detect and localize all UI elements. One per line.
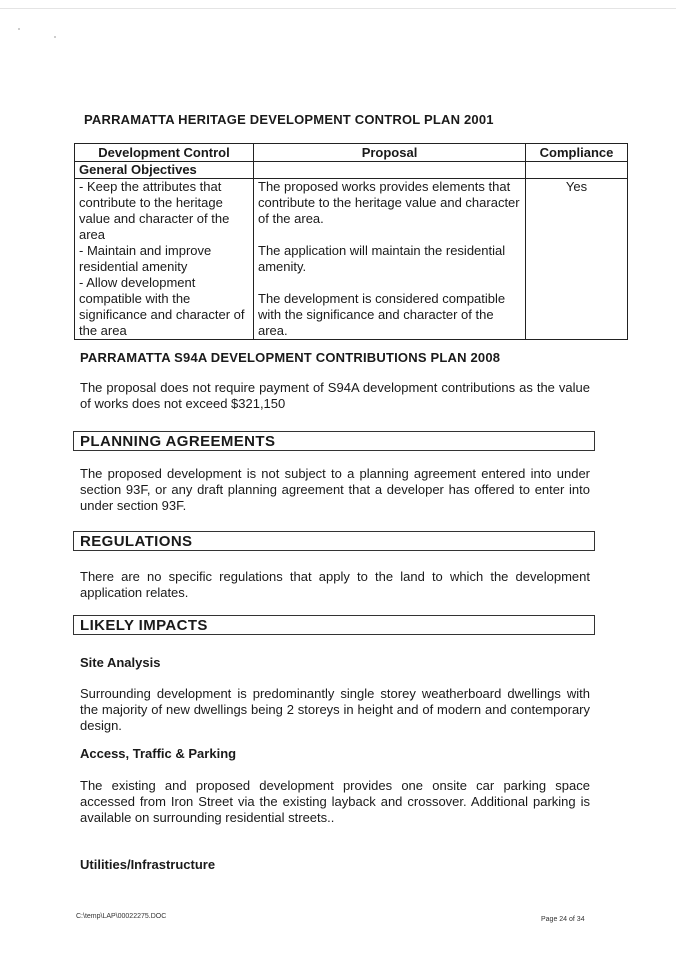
footer-page-number: Page 24 of 34 (541, 916, 585, 923)
section-title: PLANNING AGREEMENTS (80, 433, 276, 450)
control-item: - Maintain and improve residential amenity (79, 243, 212, 274)
compliance-cell: Yes (526, 179, 628, 340)
scan-speck (54, 36, 56, 38)
table-row (75, 179, 628, 340)
site-analysis-heading: Site Analysis (80, 655, 161, 670)
access-heading: Access, Traffic & Parking (80, 746, 237, 761)
control-item: - Allow development compatible with the significance and character of the area (79, 275, 245, 338)
section-regulations (73, 531, 595, 551)
scan-speck (18, 28, 20, 30)
empty-cell (526, 162, 628, 179)
col-header-control: Development Control (75, 144, 254, 162)
section-planning-agreements (73, 431, 595, 451)
general-objectives-label: General Objectives (75, 162, 254, 179)
section-title: LIKELY IMPACTS (80, 617, 208, 634)
planning-paragraph: The proposed development is not subject to a planning agreement entered into under section 93F, or any draft planning agreement that a developer has offered to enter into under section 93F. (80, 466, 590, 513)
heading-dcp: PARRAMATTA HERITAGE DEVELOPMENT CONTROL PLAN 2001 (84, 112, 494, 127)
proposals-cell (254, 179, 526, 340)
dcp-table (74, 143, 628, 340)
table-subheader-row (75, 162, 628, 179)
site-analysis-paragraph: Surrounding development is predominantly single storey weatherboard dwellings with the majority of new dwellings being 2 storeys in height and of modern and contemporary design. (80, 686, 590, 733)
s94a-paragraph: The proposal does not require payment of S94A development contributions as the value of works does not exceed $321,150 (80, 380, 590, 411)
footer-file-path: C:\temp\LAP\00022275.DOC (76, 913, 167, 920)
section-likely-impacts (73, 615, 595, 635)
utilities-heading: Utilities/Infrastructure (80, 857, 216, 872)
proposal-item: The development is considered compatible with the significance and character of the area. (258, 291, 506, 338)
controls-cell (75, 179, 254, 340)
empty-cell (254, 162, 526, 179)
regulations-paragraph: There are no specific regulations that apply to the land to which the development application relates. (80, 569, 590, 600)
col-header-proposal: Proposal (254, 144, 526, 162)
col-header-compliance: Compliance (526, 144, 628, 162)
proposal-item: The application will maintain the residential amenity. (258, 243, 506, 274)
section-title: REGULATIONS (80, 533, 193, 550)
proposal-item: The proposed works provides elements that contribute to the heritage value and character of the area. (258, 179, 520, 226)
top-rule (0, 8, 676, 9)
control-item: - Keep the attributes that contribute to the heritage value and character of the area (79, 179, 230, 242)
access-paragraph: The existing and proposed development provides one onsite car parking space accessed from Iron Street via the existing layback and crossover. Additional parking is available on surrounding residential streets.. (80, 778, 590, 825)
table-header-row (75, 144, 628, 162)
heading-s94a: PARRAMATTA S94A DEVELOPMENT CONTRIBUTIONS PLAN 2008 (80, 350, 501, 365)
